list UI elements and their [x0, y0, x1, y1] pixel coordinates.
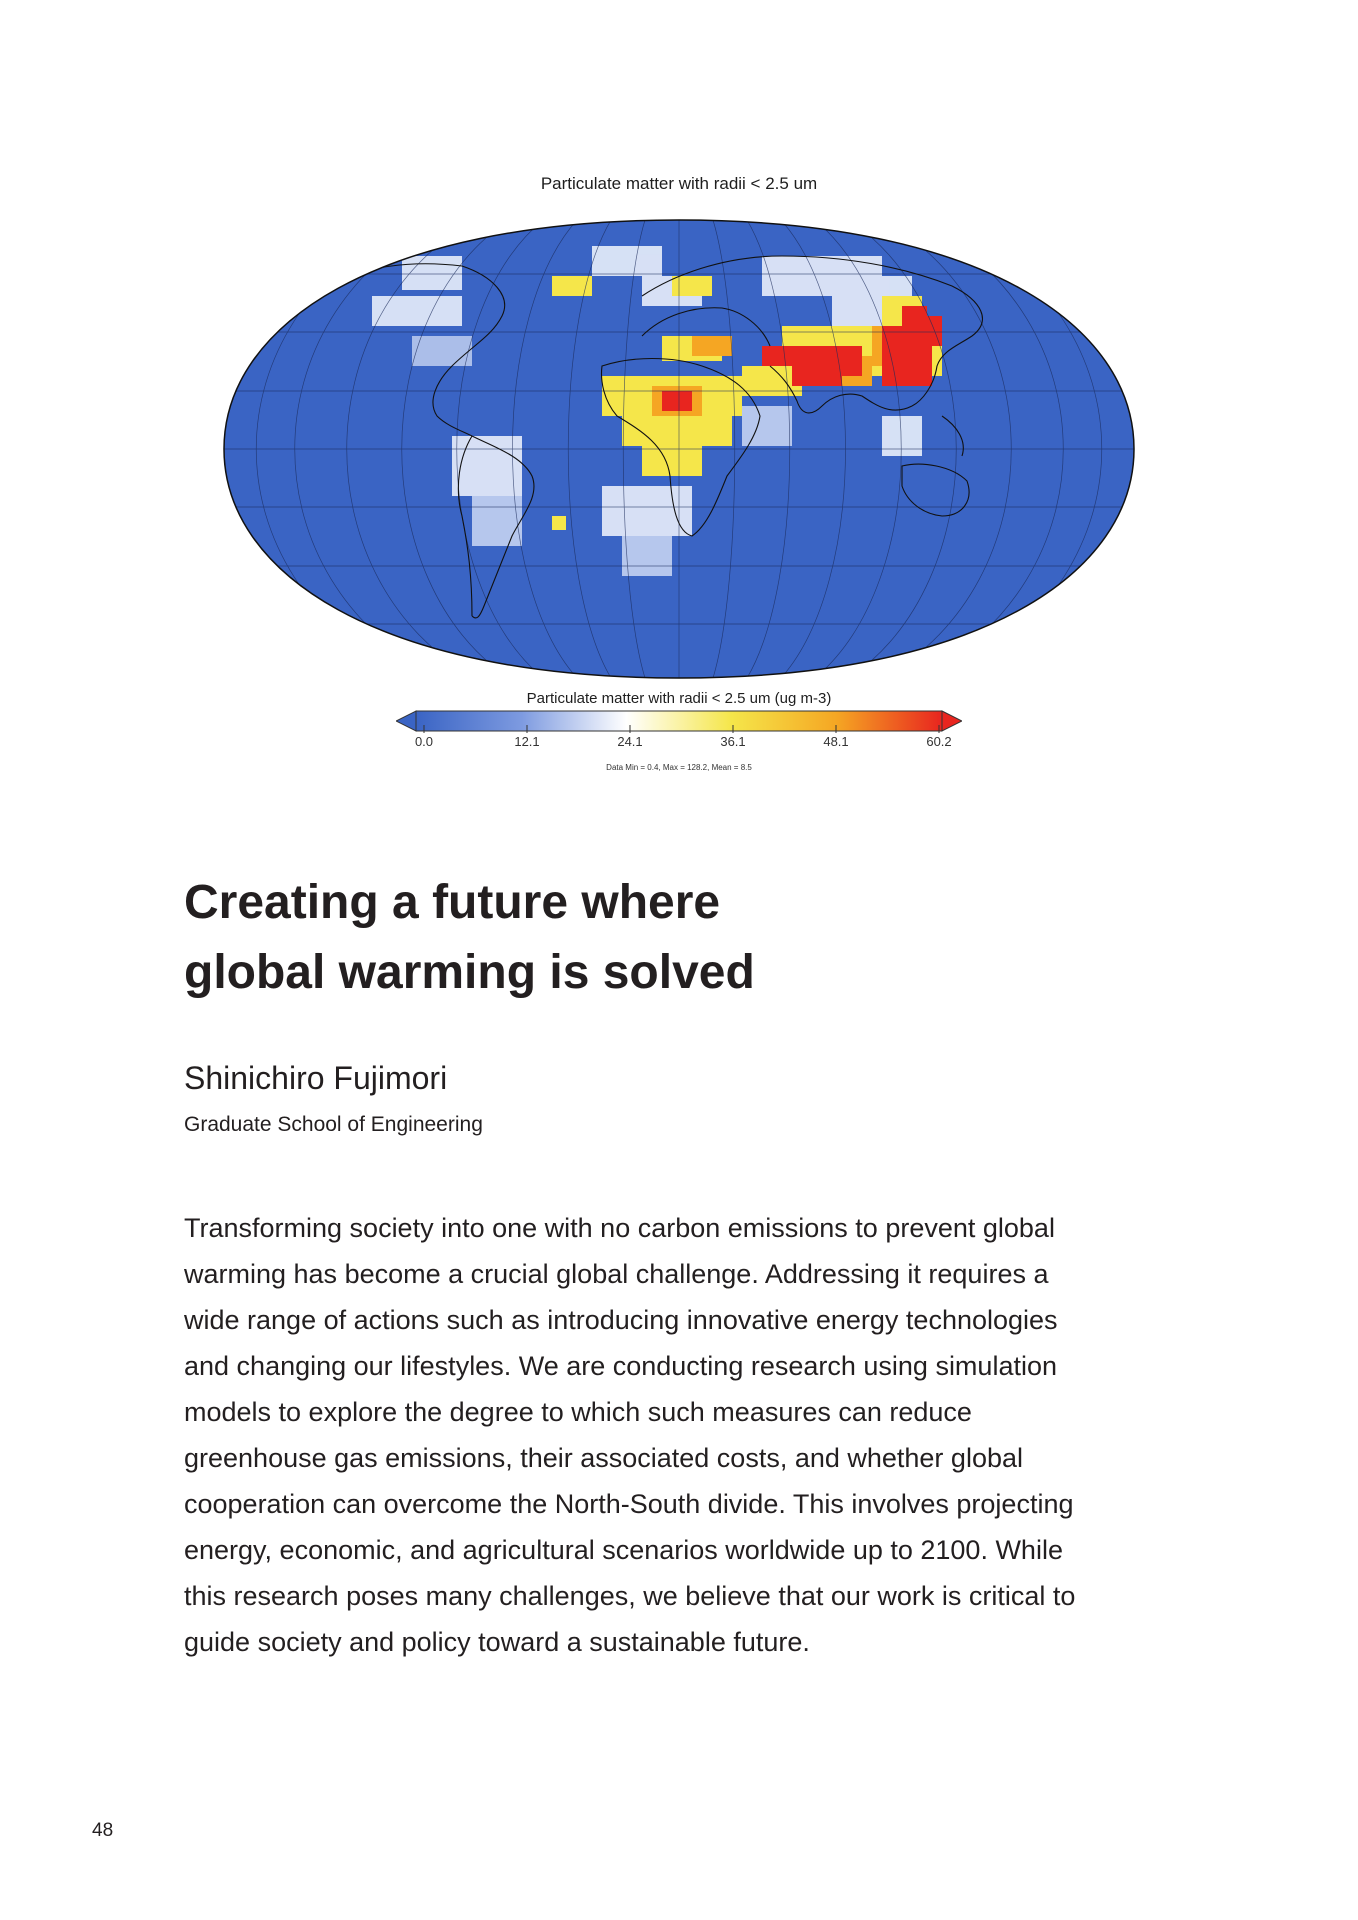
data-statistics: Data Min = 0.4, Max = 128.2, Mean = 8.5 [606, 763, 752, 772]
body-line: models to explore the degree to which such measures can reduce [184, 1397, 972, 1427]
scale-tick-label: 60.2 [926, 734, 952, 749]
map-title: Particulate matter with radii < 2.5 um [540, 174, 818, 193]
scale-tick-label: 0.0 [414, 734, 434, 749]
body-line: Transforming society into one with no carbon emissions to prevent global [184, 1213, 1055, 1243]
author-affiliation: Graduate School of Engineering [184, 1113, 483, 1136]
body-line: cooperation can overcome the North-South divide. This involves projecting [184, 1489, 1074, 1519]
body-line: this research poses many challenges, we believe that our work is critical to [184, 1581, 1076, 1611]
pm25-world-map [222, 216, 1136, 682]
scale-tick-label: 24.1 [617, 734, 643, 749]
color-scale-title: Particulate matter with radii < 2.5 um (ug m-3) [526, 690, 832, 707]
article-body [184, 1205, 1194, 1665]
body-line: wide range of actions such as introducing innovative energy technologies [184, 1305, 1058, 1335]
body-line: guide society and policy toward a sustainable future. [184, 1627, 810, 1657]
body-line: and changing our lifestyles. We are conducting research using simulation [184, 1351, 1057, 1381]
scale-tick-label: 12.1 [514, 734, 540, 749]
scale-tick-label: 36.1 [720, 734, 746, 749]
author-name: Shinichiro Fujimori [184, 1060, 448, 1096]
title-line: global warming is solved [184, 946, 755, 999]
scale-high-arrow [942, 711, 962, 731]
page-number: 48 [92, 1820, 114, 1841]
article-title [184, 868, 755, 1008]
scale-tick-label: 48.1 [823, 734, 849, 749]
body-line: warming has become a crucial global challenge. Addressing it requires a [184, 1259, 1049, 1289]
scale-gradient [416, 711, 942, 731]
body-line: greenhouse gas emissions, their associated costs, and whether global [184, 1443, 1023, 1473]
title-line: Creating a future where [184, 876, 721, 929]
body-line: energy, economic, and agricultural scenarios worldwide up to 2100. While [184, 1535, 1063, 1565]
color-scale-bar [396, 709, 962, 733]
scale-low-arrow [396, 711, 416, 731]
